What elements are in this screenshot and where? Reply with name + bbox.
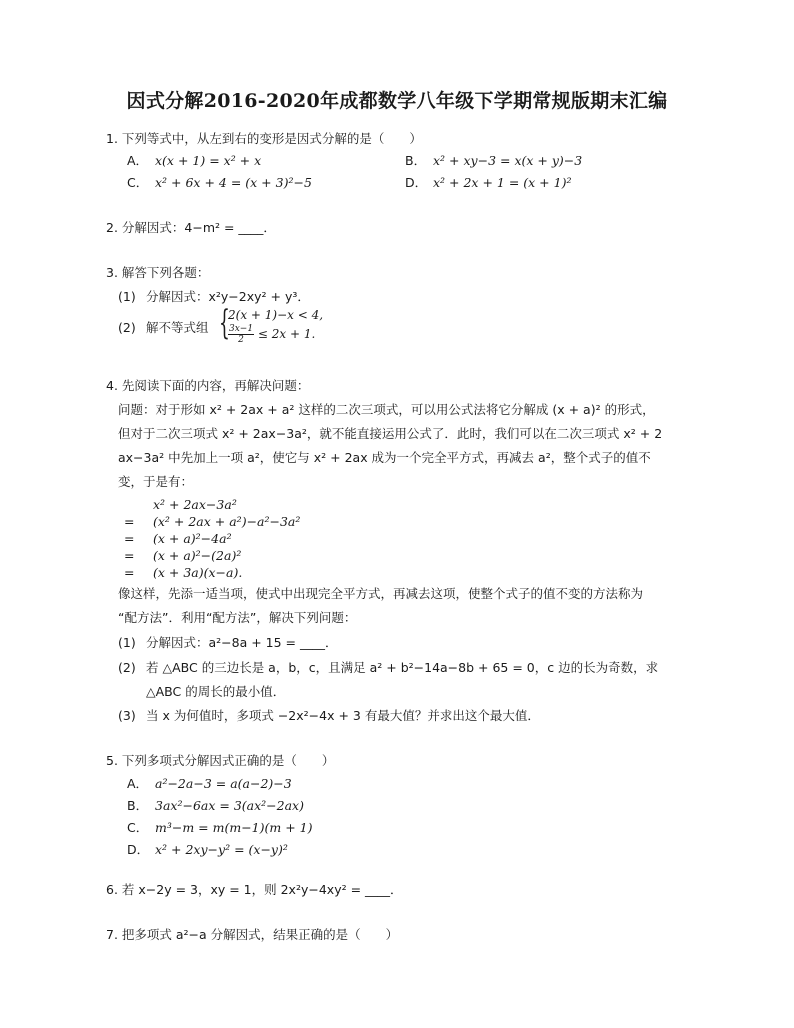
step-3-eq: = [124, 548, 135, 563]
q3-part1-label: (1) [118, 289, 136, 304]
q3-stem: 3. 解答下列各题： [106, 265, 210, 280]
q1-option-d-label: D． [405, 175, 428, 190]
q6-stem: 6. 若 x−2y = 3，xy = 1，则 2x²y−4xy² = ____． [106, 882, 403, 897]
q5-option-a: a²−2a−3 = a(a−2)−3 [155, 776, 292, 791]
fraction: $\frac{3x-1}{2}$ [229, 324, 254, 345]
q4-part3: 当 x 为何值时，多项式 −2x²−4x + 3 有最大值？并求出这个最大值． [146, 708, 540, 723]
q1-option-a-label: A． [127, 153, 149, 168]
q5-option-c: m³−m = m(m−1)(m + 1) [155, 820, 313, 835]
step-2-expr: (x + a)²−4a² [153, 531, 232, 546]
q3-part2-label: (2) [118, 320, 136, 335]
q3-part2: 解不等式组 [146, 320, 209, 335]
q1-option-c: x² + 6x + 4 = (x + 3)²−5 [155, 175, 312, 190]
q3-inequality-2: $\frac{3x-1}{2}$ ≤ 2x + 1. [229, 324, 316, 345]
q4-part1-label: (1) [118, 635, 136, 650]
q4-part3-label: (3) [118, 708, 136, 723]
step-1-eq: = [124, 514, 135, 529]
q4-paragraph-1: 问题：对于形如 x² + 2ax + a² 这样的二次三项式，可以用公式法将它分解成 (x + a)² 的形式， [118, 402, 655, 417]
q4-part1: 分解因式：a²−8a + 15 = ____． [146, 635, 338, 650]
q3-part1: 分解因式：x²y−2xy² + y³． [146, 289, 310, 304]
q4-paragraph-3: ax−3a² 中先加上一项 a²，使它与 x² + 2ax 成为一个完全平方式，再减去 a²，整个式子的值不 [118, 450, 651, 465]
q5-option-b: 3ax²−6ax = 3(ax²−2ax) [155, 798, 304, 813]
q1-option-b-label: B． [405, 153, 427, 168]
q1-option-d: x² + 2x + 1 = (x + 1)² [433, 175, 572, 190]
step-4-eq: = [124, 565, 135, 580]
q4-stem: 4. 先阅读下面的内容，再解决问题： [106, 378, 310, 393]
q7-stem: 7. 把多项式 a²−a 分解因式，结果正确的是（ ） [106, 927, 399, 942]
step-4-expr: (x + 3a)(x−a). [153, 565, 243, 580]
q5-option-d-label: D． [127, 842, 150, 857]
system-brace: { [219, 303, 230, 343]
q1-option-a: x(x + 1) = x² + x [155, 153, 262, 168]
step-0-expr: x² + 2ax−3a² [153, 497, 237, 512]
q5-option-d: x² + 2xy−y² = (x−y)² [155, 842, 288, 857]
q1-stem: 1. 下列等式中，从左到右的变形是因式分解的是（ ） [106, 131, 422, 146]
q4-paragraph-5: 像这样，先添一适当项，使式中出现完全平方式，再减去这项，使整个式子的值不变的方法称为 [118, 586, 644, 601]
q2-stem: 2. 分解因式：4−m² = ____． [106, 220, 276, 235]
q4-paragraph-6: “配方法”．利用“配方法”，解决下列问题： [118, 610, 357, 625]
q4-paragraph-2: 但对于二次三项式 x² + 2ax−3a²，就不能直接运用公式了．此时，我们可以在二次三项式 x² + 2 [118, 426, 663, 441]
q5-option-a-label: A． [127, 776, 149, 791]
step-1-expr: (x² + 2ax + a²)−a²−3a² [153, 514, 301, 529]
q5-stem: 5. 下列多项式分解因式正确的是（ ） [106, 753, 335, 768]
q4-part2-continued: △ABC 的周长的最小值． [146, 684, 286, 699]
q1-option-b: x² + xy−3 = x(x + y)−3 [433, 153, 583, 168]
q3-inequality-1: 2(x + 1)−x < 4, [228, 308, 324, 322]
q4-paragraph-4: 变，于是有： [118, 474, 194, 489]
q4-part2: 若 △ABC 的三边长是 a，b，c，且满足 a² + b²−14a−8b + 65 = 0，c 边的长为奇数，求 [146, 660, 659, 675]
step-2-eq: = [124, 531, 135, 546]
page-title: 因式分解2016-2020年成都数学八年级下学期常规版期末汇编 [126, 90, 668, 112]
q5-option-c-label: C． [127, 820, 149, 835]
q4-part2-label: (2) [118, 660, 136, 675]
step-3-expr: (x + a)²−(2a)² [153, 548, 242, 563]
q5-option-b-label: B． [127, 798, 149, 813]
q1-option-c-label: C． [127, 175, 149, 190]
